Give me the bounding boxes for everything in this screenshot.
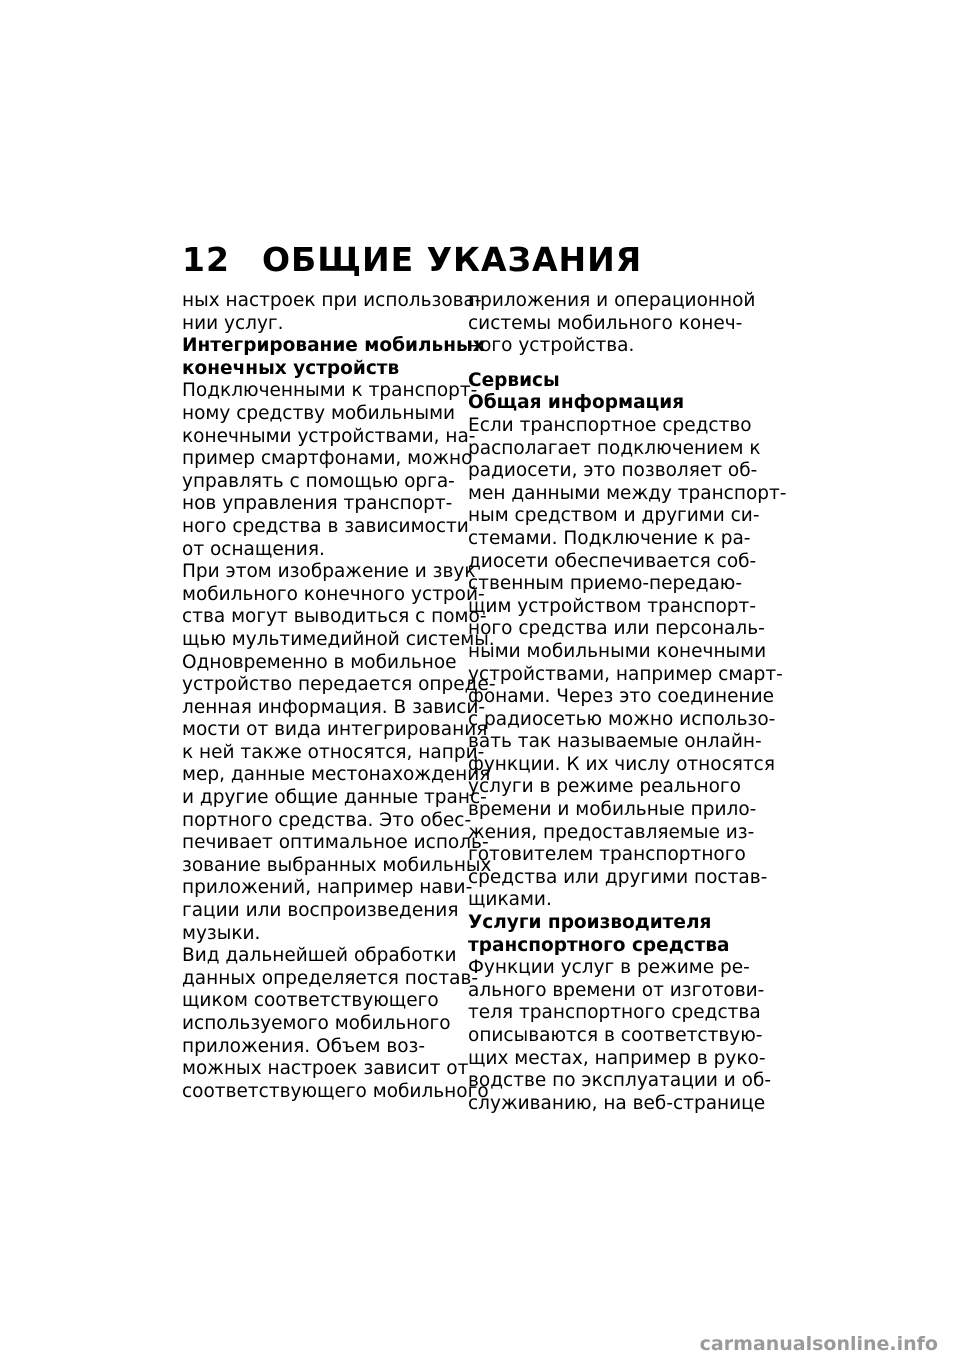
text-line: мости от вида интегрирования — [182, 719, 488, 741]
text-line: приложения. Объем воз- — [182, 1035, 426, 1057]
text-line: приложений, например нави- — [182, 877, 473, 899]
text-line: Если транспортное средство — [468, 414, 752, 436]
text-line: Вид дальнейшей обработки — [182, 945, 457, 967]
text-line: зование выбранных мобильных — [182, 854, 492, 876]
section-heading-line: Интегрирование мобильных — [182, 335, 485, 357]
page-header — [182, 240, 642, 279]
page-number: 12 — [182, 240, 230, 279]
text-line: с радиосетью можно использо- — [468, 708, 776, 730]
text-line: ных настроек при использова- — [182, 290, 482, 311]
text-line: мобильного конечного устрой- — [182, 583, 485, 605]
page-title: ОБЩИЕ УКАЗАНИЯ — [262, 240, 643, 279]
text-line: ленная информация. В зависи- — [182, 696, 486, 718]
text-line: ного устройства. — [468, 335, 635, 357]
text-line: ными мобильными конечными — [468, 640, 767, 662]
text-line: средства или другими постав- — [468, 866, 768, 888]
text-line: Подключенными к транспорт- — [182, 380, 478, 402]
text-line: от оснащения. — [182, 538, 325, 560]
text-line: соответствующего мобильного — [182, 1080, 489, 1102]
text-line: вать так называемые онлайн- — [468, 731, 762, 753]
text-line: диосети обеспечивается соб- — [468, 550, 757, 572]
text-line: пример смартфонами, можно — [182, 448, 473, 470]
watermark-text: carmanualsonline.info — [699, 1333, 938, 1355]
text-line: управлять с помощью орга- — [182, 470, 455, 492]
text-line: мен данными между транспорт- — [468, 482, 787, 504]
text-line: теля транспортного средства — [468, 1002, 761, 1024]
text-line: нии услуг. — [182, 312, 284, 334]
text-line: устройствами, например смарт- — [468, 663, 783, 685]
text-line: радиосети, это позволяет об- — [468, 460, 758, 482]
left-text-column — [182, 290, 496, 1103]
section-heading-line: Услуги производителя — [468, 912, 712, 934]
text-line: используемого мобильного — [182, 1013, 451, 1034]
text-line: ного средства в зависимости — [182, 515, 469, 537]
section-heading-line: Общая информация — [468, 392, 685, 414]
section-heading-line: транспортного средства — [468, 934, 730, 956]
text-line: времени и мобильные прило- — [468, 799, 757, 821]
text-line: печивает оптимальное исполь- — [182, 832, 489, 854]
text-line: ства могут выводиться с помо- — [182, 606, 487, 628]
text-line: щиком соответствующего — [182, 990, 439, 1012]
paragraph-gap — [468, 358, 743, 370]
text-line: устройство передается опреде- — [182, 674, 496, 696]
text-line: служиванию, на веб-странице — [468, 1092, 766, 1114]
text-line: системы мобильного конеч- — [468, 312, 743, 334]
text-line: к ней также относятся, напри- — [182, 741, 485, 763]
text-line: мер, данные местонахождения — [182, 764, 491, 786]
text-line: ального времени от изготови- — [468, 979, 765, 1001]
text-line: щим устройством транспорт- — [468, 595, 757, 617]
text-line: описываются в соответствую- — [468, 1025, 763, 1046]
text-line: водстве по эксплуатации и об- — [468, 1070, 772, 1092]
text-line: приложения и операционной — [468, 290, 756, 311]
text-line: располагает подключением к — [468, 437, 761, 459]
text-line: готовителем транспортного — [468, 844, 746, 866]
text-line: фонами. Через это соединение — [468, 686, 775, 708]
text-line: музыки. — [182, 922, 261, 944]
text-line: портного средства. Это обес- — [182, 809, 472, 831]
text-line: функции. К их числу относятся — [468, 753, 775, 775]
text-line: щью мультимедийной системы. — [182, 628, 495, 650]
text-line: можных настроек зависит от — [182, 1058, 469, 1080]
section-heading-line: конечных устройств — [182, 357, 400, 379]
text-line: жения, предоставляемые из- — [468, 821, 755, 843]
text-line: и другие общие данные транс- — [182, 787, 487, 809]
text-line: гации или воспроизведения — [182, 900, 459, 922]
text-line: стемами. Подключение к ра- — [468, 527, 751, 549]
text-line: данных определяется постав- — [182, 967, 479, 989]
section-heading-line: Сервисы — [468, 369, 560, 391]
text-line: нов управления транспорт- — [182, 493, 453, 515]
right-text-column — [468, 290, 787, 1115]
text-line: конечными устройствами, на- — [182, 425, 476, 447]
text-line: Одновременно в мобильное — [182, 651, 457, 673]
text-line: ственным приемо-передаю- — [468, 573, 743, 595]
text-line: Функции услуг в режиме ре- — [468, 957, 750, 979]
text-line: щих местах, например в руко- — [468, 1047, 766, 1069]
text-line: щиками. — [468, 889, 552, 911]
text-line: ному средству мобильными — [182, 402, 456, 424]
text-line: ным средством и другими си- — [468, 505, 760, 527]
text-line: услуги в режиме реального — [468, 776, 741, 798]
text-line: ного средства или персональ- — [468, 618, 765, 640]
text-line: При этом изображение и звук — [182, 561, 476, 583]
